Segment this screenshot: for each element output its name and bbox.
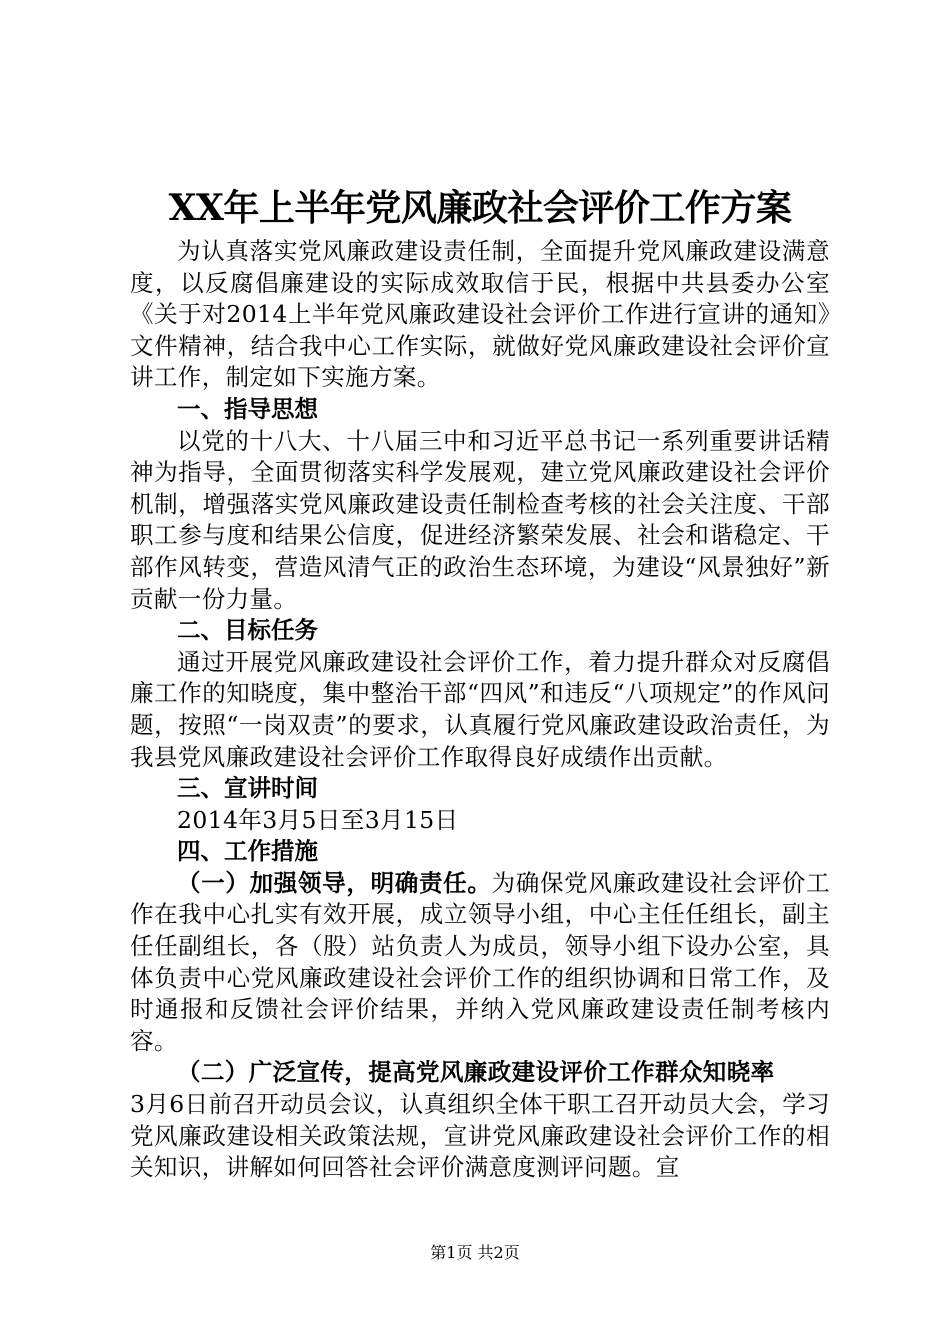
page-footer: 第1页 共2页 (430, 1243, 520, 1262)
document-title: XX年上半年党风廉政社会评价工作方案 (168, 187, 792, 229)
measure-item-2-lead-line (130, 1057, 830, 1089)
document-body (130, 180, 830, 1184)
measure-item-2-lead: （二）广泛宣传，提高党风廉政建设评价工作群众知晓率 (177, 1058, 775, 1087)
section-heading-measures: 四、工作措施 (177, 837, 318, 866)
measure-item-1-text: 为确保党风廉政建设社会评价工作在我中心扎实有效开展，成立领导小组，中心主任任组长，副主任任副组长，各（股）站负责人为成员，领导小组下设办公室，具体负责中心党风廉政建设社会评价工作的组织协调和日常工作，及时通报和反馈社会评价结果，并纳入党风廉政建设责任制考核内容。 (130, 868, 830, 1055)
measure-item-2-text: 3月6日前召开动员会议，认真组织全体干职工召开动员大会，学习党风廉政建设相关政策法规，宣讲党风廉政建设社会评价工作的相关知识，讲解如何回答社会评价满意度测评问题。宣 (130, 1090, 830, 1182)
section-heading-schedule: 三、宣讲时间 (177, 774, 318, 803)
measure-item-1 (130, 868, 830, 1058)
measure-item-1-lead: （一）加强领导，明确责任。 (177, 868, 492, 897)
section-heading-guiding-thought: 一、指导思想 (177, 394, 318, 423)
intro-paragraph: 为认真落实党风廉政建设责任制，全面提升党风廉政建设满意度，以反腐倡廉建设的实际成效取信于民，根据中共县委办公室《关于对2014上半年党风廉政建设社会评价工作进行宣讲的通知》文件精神，结合我中心工作实际，就做好党风廉政建设社会评价宣讲工作，制定如下实施方案。 (130, 237, 830, 392)
goals-paragraph: 通过开展党风廉政建设社会评价工作，着力提升群众对反腐倡廉工作的知晓度，集中整治干部“四风”和违反“八项规定”的作风问题，按照“一岗双责”的要求，认真履行党风廉政建设政治责任，为我县党风廉政建设社会评价工作取得良好成绩作出贡献。 (130, 647, 830, 771)
guiding-thought-paragraph: 以党的十八大、十八届三中和习近平总书记一系列重要讲话精神为指导，全面贯彻落实科学发展观，建立党风廉政建设社会评价机制，增强落实党风廉政建设责任制检查考核的社会关注度、干部职工参与度和结果公信度，促进经济繁荣发展、社会和谐稳定、干部作风转变，营造风清气正的政治生态环境，为建设“风景独好”新贡献一份力量。 (130, 426, 830, 613)
section-heading-goals: 二、目标任务 (177, 616, 318, 645)
schedule-paragraph: 2014年3月5日至3月15日 (177, 805, 459, 834)
